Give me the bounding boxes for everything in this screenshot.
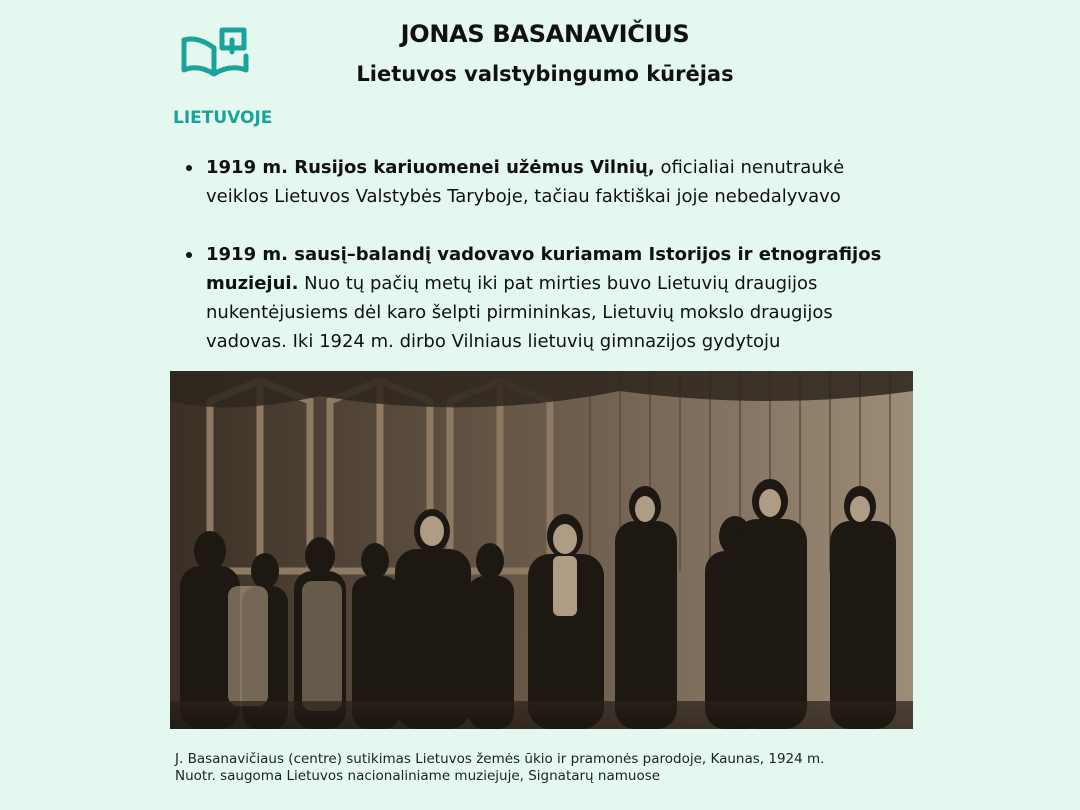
bullet-bold-text: 1919 m. sausį–balandį vadovavo kuriamam Istorijos ir etnografijos muziejui. — [206, 244, 882, 294]
bullet-text: Nuo tų pačių metų iki pat mirties buvo Lietuvių draugijos nukentėjusiems dėl karo šelpti pirmininkas, Lietuvių mokslo draugijos vadovas. Iki 1924 m. dirbo Vilniaus lietuvių gimnazijos gydytoju — [206, 273, 833, 352]
caption-line: J. Basanavičiaus (centre) sutikimas Lietuvos žemės ūkio ir pramonės parodoje, Kaunas, 1924 m. — [175, 751, 825, 767]
photo-caption — [175, 751, 895, 785]
open-book-icon — [180, 26, 250, 82]
historical-photo — [170, 371, 913, 729]
bullet-text: oficialiai nenutraukė veiklos Lietuvos Valstybės Taryboje, tačiau faktiškai joje nebedalyvavo — [206, 157, 845, 207]
bullet-list — [186, 153, 886, 356]
bullet-item — [186, 153, 886, 211]
page-subtitle: Lietuvos valstybingumo kūrėjas — [356, 62, 734, 86]
bullet-item — [186, 240, 886, 356]
bullet-bold-text: 1919 m. Rusijos kariuomenei užėmus Vilnių, — [206, 157, 655, 178]
page-title: JONAS BASANAVIČIUS — [400, 20, 690, 48]
caption-credit: Nuotr. saugoma Lietuvos nacionaliniame muziejuje, Signatarų namuose — [175, 768, 661, 784]
section-heading: LIETUVOJE — [173, 108, 273, 128]
